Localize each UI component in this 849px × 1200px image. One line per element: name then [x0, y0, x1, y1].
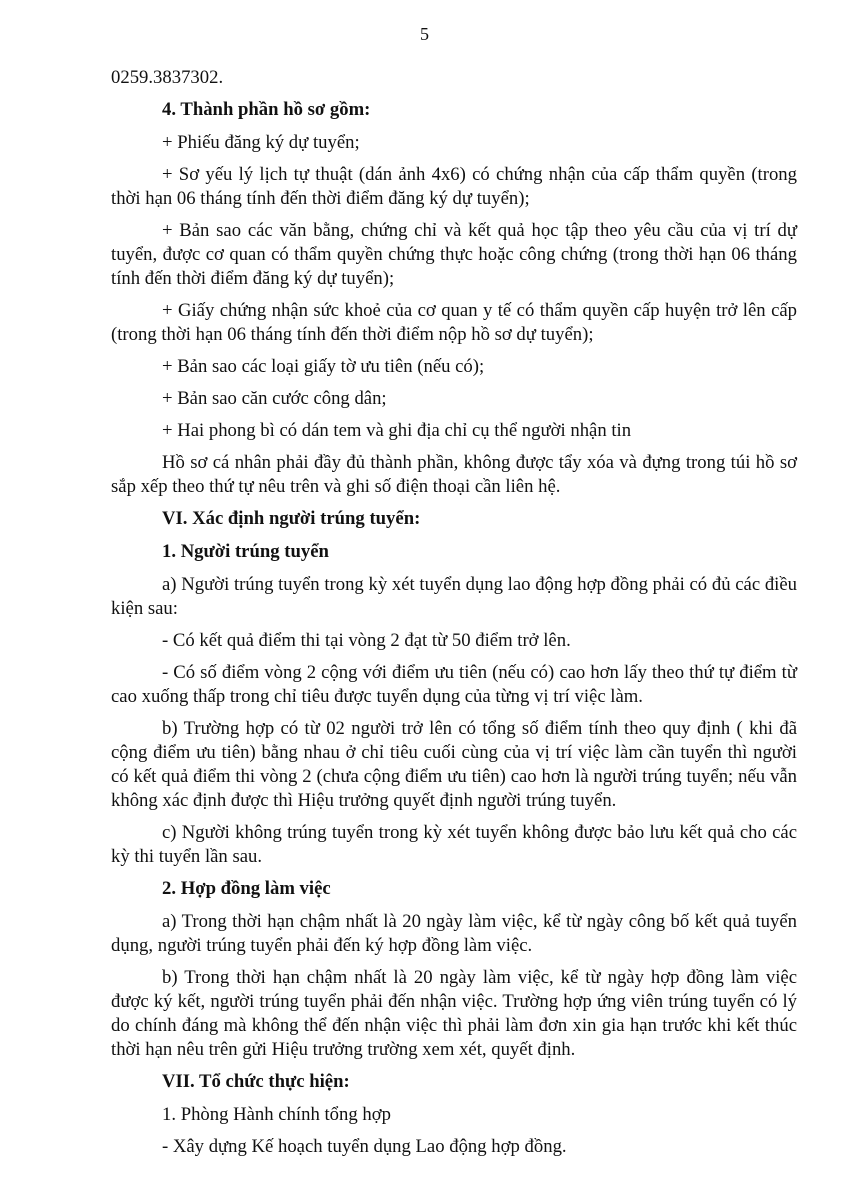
paragraph: Hồ sơ cá nhân phải đầy đủ thành phần, không được tẩy xóa và đựng trong túi hồ sơ sắp xếp theo thứ tự nêu trên và ghi số điện thoại cần liên hệ.	[111, 452, 797, 497]
section-heading: VII. Tổ chức thực hiện:	[162, 1071, 350, 1092]
paragraph: + Bản sao các văn bằng, chứng chỉ và kết quả học tập theo yêu cầu của vị trí dự tuyển, được cơ quan có thẩm quyền chứng thực hoặc công chứng (trong thời hạn 06 tháng tính đến thời điểm đăng ký dự tuyển);	[111, 220, 797, 289]
paragraph: b) Trường hợp có từ 02 người trở lên có tổng số điểm tính theo quy định ( khi đã cộng điểm ưu tiên) bằng nhau ở chỉ tiêu cuối cùng của vị trí việc làm cần tuyển thì người có kết quả điểm thi vòng 2 (chưa cộng điểm ưu tiên) cao hơn là người trúng tuyển; nếu vẫn không xác định được thì Hiệu trưởng quyết định người trúng tuyển.	[111, 718, 797, 811]
section-heading: 4. Thành phần hồ sơ gồm:	[162, 99, 371, 120]
paragraph: - Có kết quả điểm thi tại vòng 2 đạt từ 50 điểm trở lên.	[162, 630, 571, 651]
paragraph: + Giấy chứng nhận sức khoẻ của cơ quan y tế có thẩm quyền cấp huyện trở lên cấp (trong thời hạn 06 tháng tính đến thời điểm nộp hồ sơ dự tuyển);	[111, 300, 797, 345]
document-body	[111, 66, 797, 1167]
paragraph: + Hai phong bì có dán tem và ghi địa chỉ cụ thể người nhận tin	[162, 420, 632, 441]
paragraph: a) Người trúng tuyển trong kỳ xét tuyển dụng lao động hợp đồng phải có đủ các điều kiện sau:	[111, 574, 797, 619]
paragraph: - Có số điểm vòng 2 cộng với điểm ưu tiên (nếu có) cao hơn lấy theo thứ tự điểm từ cao xuống thấp trong chỉ tiêu được tuyển dụng của từng vị trí việc làm.	[111, 662, 797, 707]
paragraph: + Phiếu đăng ký dự tuyển;	[162, 132, 360, 153]
paragraph: + Sơ yếu lý lịch tự thuật (dán ảnh 4x6) có chứng nhận của cấp thẩm quyền (trong thời hạn 06 tháng tính đến thời điểm đăng ký dự tuyển);	[111, 164, 797, 209]
paragraph: a) Trong thời hạn chậm nhất là 20 ngày làm việc, kể từ ngày công bố kết quả tuyển dụng, người trúng tuyển phải đến ký hợp đồng làm việc.	[111, 911, 797, 956]
page-number: 5	[420, 24, 429, 44]
subsection-heading: 1. Người trúng tuyển	[162, 541, 329, 562]
subsection-heading: 2. Hợp đồng làm việc	[162, 878, 331, 899]
paragraph: c) Người không trúng tuyển trong kỳ xét tuyển không được bảo lưu kết quả cho các kỳ thi tuyển lần sau.	[111, 822, 797, 867]
paragraph: + Bản sao căn cước công dân;	[162, 388, 387, 409]
paragraph: 1. Phòng Hành chính tổng hợp	[162, 1104, 391, 1125]
section-heading: VI. Xác định người trúng tuyển:	[162, 508, 421, 529]
paragraph: 0259.3837302.	[111, 67, 224, 88]
paragraph: + Bản sao các loại giấy tờ ưu tiên (nếu có);	[162, 356, 485, 377]
paragraph: - Xây dựng Kế hoạch tuyển dụng Lao động hợp đồng.	[162, 1136, 567, 1157]
paragraph: b) Trong thời hạn chậm nhất là 20 ngày làm việc, kể từ ngày hợp đồng làm việc được ký kết, người trúng tuyển phải đến nhận việc. Trường hợp ứng viên trúng tuyển có lý do chính đáng mà không thể đến nhận việc thì phải làm đơn xin gia hạn trước khi kết thúc thời hạn nêu trên gửi Hiệu trưởng trường xem xét, quyết định.	[111, 967, 797, 1060]
